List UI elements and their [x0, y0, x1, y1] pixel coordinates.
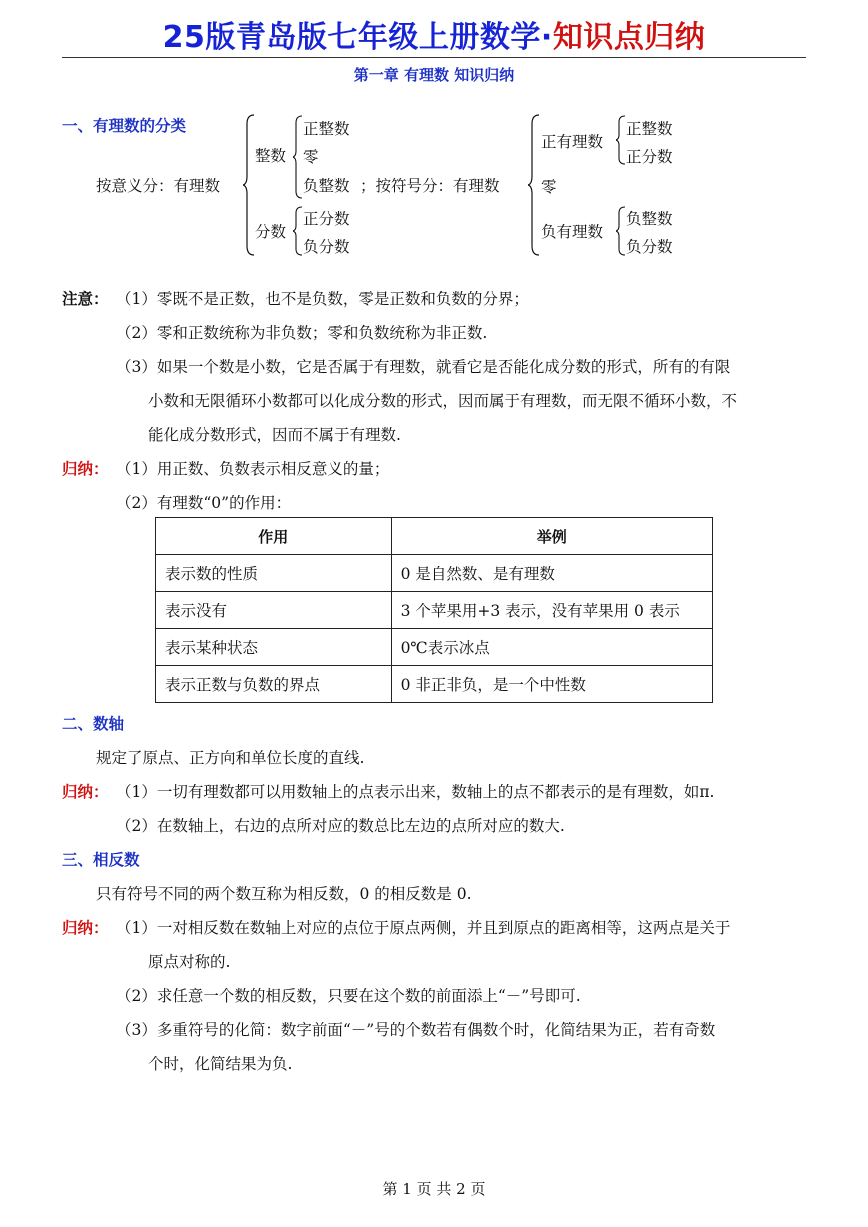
page-footer: 第 1 页 共 2 页: [382, 1180, 486, 1198]
by-meaning-label: 按意义分：有理数: [96, 177, 221, 195]
table-cell: 0 非正非负，是一个中性数: [391, 666, 712, 703]
fraction-item-positive: 正分数: [303, 210, 350, 228]
brace-integer: [293, 115, 303, 199]
table-header-row: [156, 518, 713, 555]
section2-heading: 二、数轴: [62, 715, 125, 733]
section1-heading: 一、有理数的分类: [62, 117, 187, 135]
note-3-line2: 小数和无限循环小数都可以化成分数的形式，因而属于有理数，而无限不循环小数，不: [148, 392, 738, 410]
title-red-part: 知识点归纳: [552, 20, 706, 55]
fraction-label: 分数: [255, 223, 287, 241]
section3-summary1-line1: （1）一对相反数在数轴上对应的点位于原点两侧，并且到原点的距离相等，这两点是关于: [116, 919, 731, 937]
chapter-subtitle: 第一章 有理数 知识归纳: [353, 66, 515, 84]
positive-rational-label: 正有理数: [541, 133, 604, 151]
section2-summary2: （2）在数轴上，右边的点所对应的数总比左边的点所对应的数大.: [116, 817, 565, 835]
positive-item-fraction: 正分数: [626, 148, 673, 166]
note-1: （1）零既不是正数，也不是负数，零是正数和负数的分界；: [116, 290, 529, 308]
section3-summary3-line1: （3）多重符号的化简：数字前面“－”号的个数若有偶数个时，化简结果为正，若有奇数: [116, 1021, 716, 1039]
table-header-role: 作用: [156, 518, 392, 555]
section3-summary2: （2）求任意一个数的相反数，只要在这个数的前面添上“－”号即可.: [116, 987, 581, 1005]
by-sign-label: ；按符号分：有理数: [360, 177, 500, 195]
brace-sign: [528, 114, 540, 256]
integer-item-positive: 正整数: [303, 120, 350, 138]
notes-label: 注意：: [62, 290, 109, 308]
table-row: [156, 629, 713, 666]
integer-item-zero: 零: [303, 148, 319, 166]
table-cell: 表示某种状态: [156, 629, 392, 666]
note-2: （2）零和正数统称为非负数；零和负数统称为非正数.: [116, 324, 488, 342]
section2-summary1: （1）一切有理数都可以用数轴上的点表示出来，数轴上的点不都表示的是有理数，如π.: [116, 783, 715, 801]
document-title: [0, 12, 868, 56]
table-cell: 表示正数与负数的界点: [156, 666, 392, 703]
table-row: [156, 666, 713, 703]
section3-summary-label: 归纳：: [62, 919, 109, 937]
zero-label: 零: [541, 178, 557, 196]
section3-summary3-line2: 个时，化简结果为负.: [148, 1055, 293, 1073]
summary1-item1: （1）用正数、负数表示相反意义的量；: [116, 460, 390, 478]
section2-summary-label: 归纳：: [62, 783, 109, 801]
section3-summary1-line2: 原点对称的.: [148, 953, 231, 971]
brace-fraction: [293, 206, 303, 256]
zero-roles-table: [155, 517, 713, 703]
summary1-item2: （2）有理数“0”的作用：: [116, 494, 292, 512]
table-cell: 3 个苹果用+3 表示，没有苹果用 0 表示: [391, 592, 712, 629]
table-row: [156, 555, 713, 592]
note-3-line1: （3）如果一个数是小数，它是否属于有理数，就看它是否能化成分数的形式，所有的有限: [116, 358, 731, 376]
table-cell: 0 是自然数、是有理数: [391, 555, 712, 592]
table-row: [156, 592, 713, 629]
negative-item-integer: 负整数: [626, 210, 673, 228]
title-blue-part: 25版青岛版七年级上册数学·: [162, 20, 553, 55]
summary1-label: 归纳：: [62, 460, 109, 478]
integer-label: 整数: [255, 147, 287, 165]
section3-heading: 三、相反数: [62, 851, 140, 869]
section2-definition: 规定了原点、正方向和单位长度的直线.: [96, 749, 365, 767]
brace-negative: [616, 206, 626, 256]
table-cell: 表示没有: [156, 592, 392, 629]
note-3-line3: 能化成分数形式，因而不属于有理数.: [148, 426, 401, 444]
table-header-example: 举例: [391, 518, 712, 555]
table-cell: 表示数的性质: [156, 555, 392, 592]
negative-item-fraction: 负分数: [626, 238, 673, 256]
negative-rational-label: 负有理数: [541, 223, 604, 241]
section3-definition: 只有符号不同的两个数互称为相反数，0 的相反数是 0.: [96, 885, 472, 903]
positive-item-integer: 正整数: [626, 120, 673, 138]
title-divider: [62, 57, 806, 58]
integer-item-negative: 负整数: [303, 177, 350, 195]
table-cell: 0℃表示冰点: [391, 629, 712, 666]
fraction-item-negative: 负分数: [303, 238, 350, 256]
brace-positive: [616, 115, 626, 165]
brace-meaning: [243, 114, 255, 256]
